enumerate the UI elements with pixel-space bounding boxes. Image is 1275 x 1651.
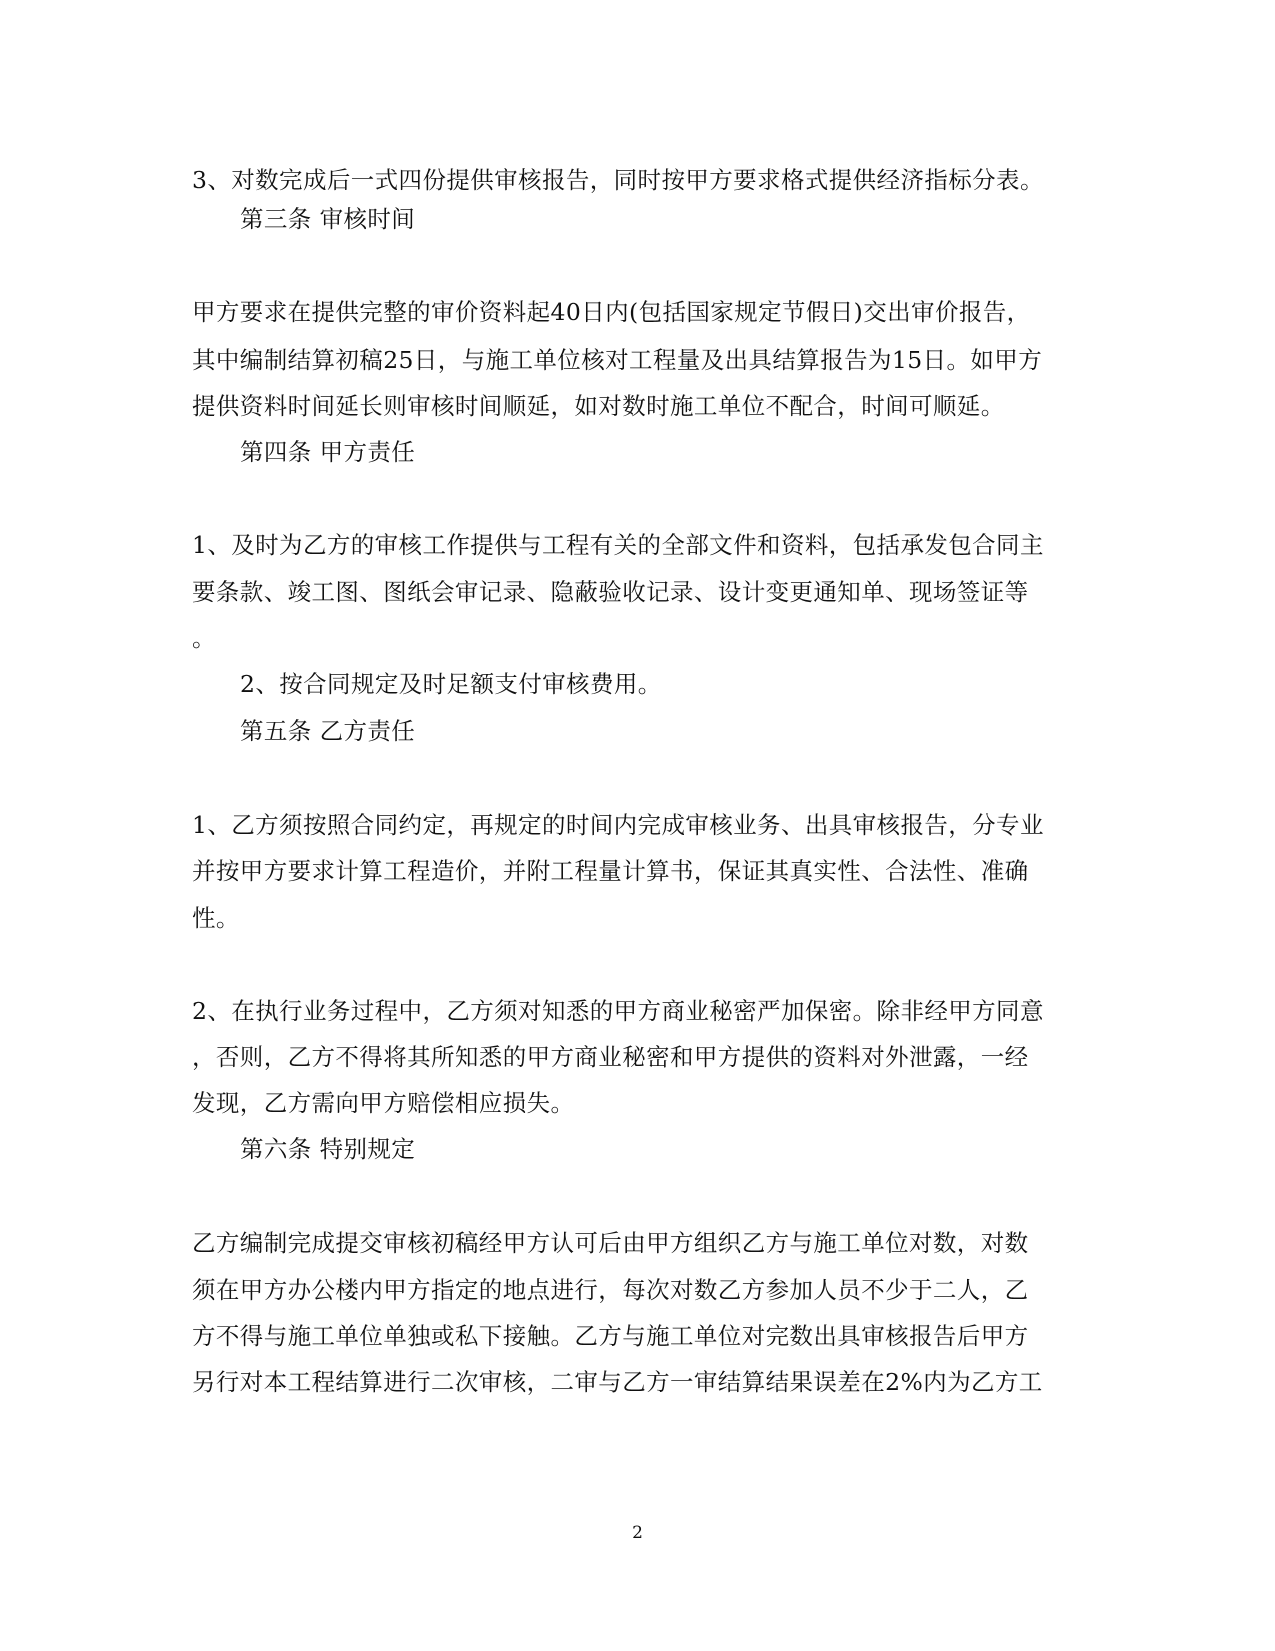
paragraph-line: 要条款、竣工图、图纸会审记录、隐蔽验收记录、设计变更通知单、现场签证等 xyxy=(192,578,1029,606)
paragraph-line: 2、在执行业务过程中，乙方须对知悉的甲方商业秘密严加保密。除非经甲方同意 xyxy=(192,997,1044,1025)
paragraph-line: 提供资料时间延长则审核时间顺延，如对数时施工单位不配合，时间可顺延。 xyxy=(192,392,1005,420)
paragraph-line: 其中编制结算初稿25日，与施工单位核对工程量及出具结算报告为15日。如甲方 xyxy=(192,346,1043,374)
paragraph-line: 须在甲方办公楼内甲方指定的地点进行，每次对数乙方参加人员不少于二人，乙 xyxy=(192,1276,1029,1304)
paragraph-line: 。 xyxy=(192,624,216,652)
paragraph-line: 发现，乙方需向甲方赔偿相应损失。 xyxy=(192,1089,575,1117)
paragraph-line: 并按甲方要求计算工程造价，并附工程量计算书，保证其真实性、合法性、准确 xyxy=(192,857,1029,885)
paragraph-line: 2、按合同规定及时足额支付审核费用。 xyxy=(240,670,662,698)
paragraph-line: ，否则，乙方不得将其所知悉的甲方商业秘密和甲方提供的资料对外泄露，一经 xyxy=(192,1043,1029,1071)
paragraph-line: 方不得与施工单位单独或私下接触。乙方与施工单位对完数出具审核报告后甲方 xyxy=(192,1322,1029,1350)
section-heading-article-4: 第四条 甲方责任 xyxy=(240,438,416,466)
paragraph-line: 性。 xyxy=(192,904,240,932)
section-heading-article-3: 第三条 审核时间 xyxy=(240,205,416,233)
paragraph-line: 甲方要求在提供完整的审价资料起40日内(包括国家规定节假日)交出审价报告， xyxy=(192,298,1031,326)
section-heading-article-6: 第六条 特别规定 xyxy=(240,1135,416,1163)
paragraph-line: 乙方编制完成提交审核初稿经甲方认可后由甲方组织乙方与施工单位对数，对数 xyxy=(192,1229,1029,1257)
paragraph-line: 1、乙方须按照合同约定，再规定的时间内完成审核业务、出具审核报告，分专业 xyxy=(192,811,1044,839)
paragraph-line: 1、及时为乙方的审核工作提供与工程有关的全部文件和资料，包括承发包合同主 xyxy=(192,531,1044,559)
paragraph-line: 3、对数完成后一式四份提供审核报告，同时按甲方要求格式提供经济指标分表。 xyxy=(192,166,1044,194)
paragraph-line: 另行对本工程结算进行二次审核，二审与乙方一审结算结果误差在2%内为乙方工 xyxy=(192,1368,1043,1396)
section-heading-article-5: 第五条 乙方责任 xyxy=(240,717,416,745)
page-number: 2 xyxy=(632,1523,643,1543)
